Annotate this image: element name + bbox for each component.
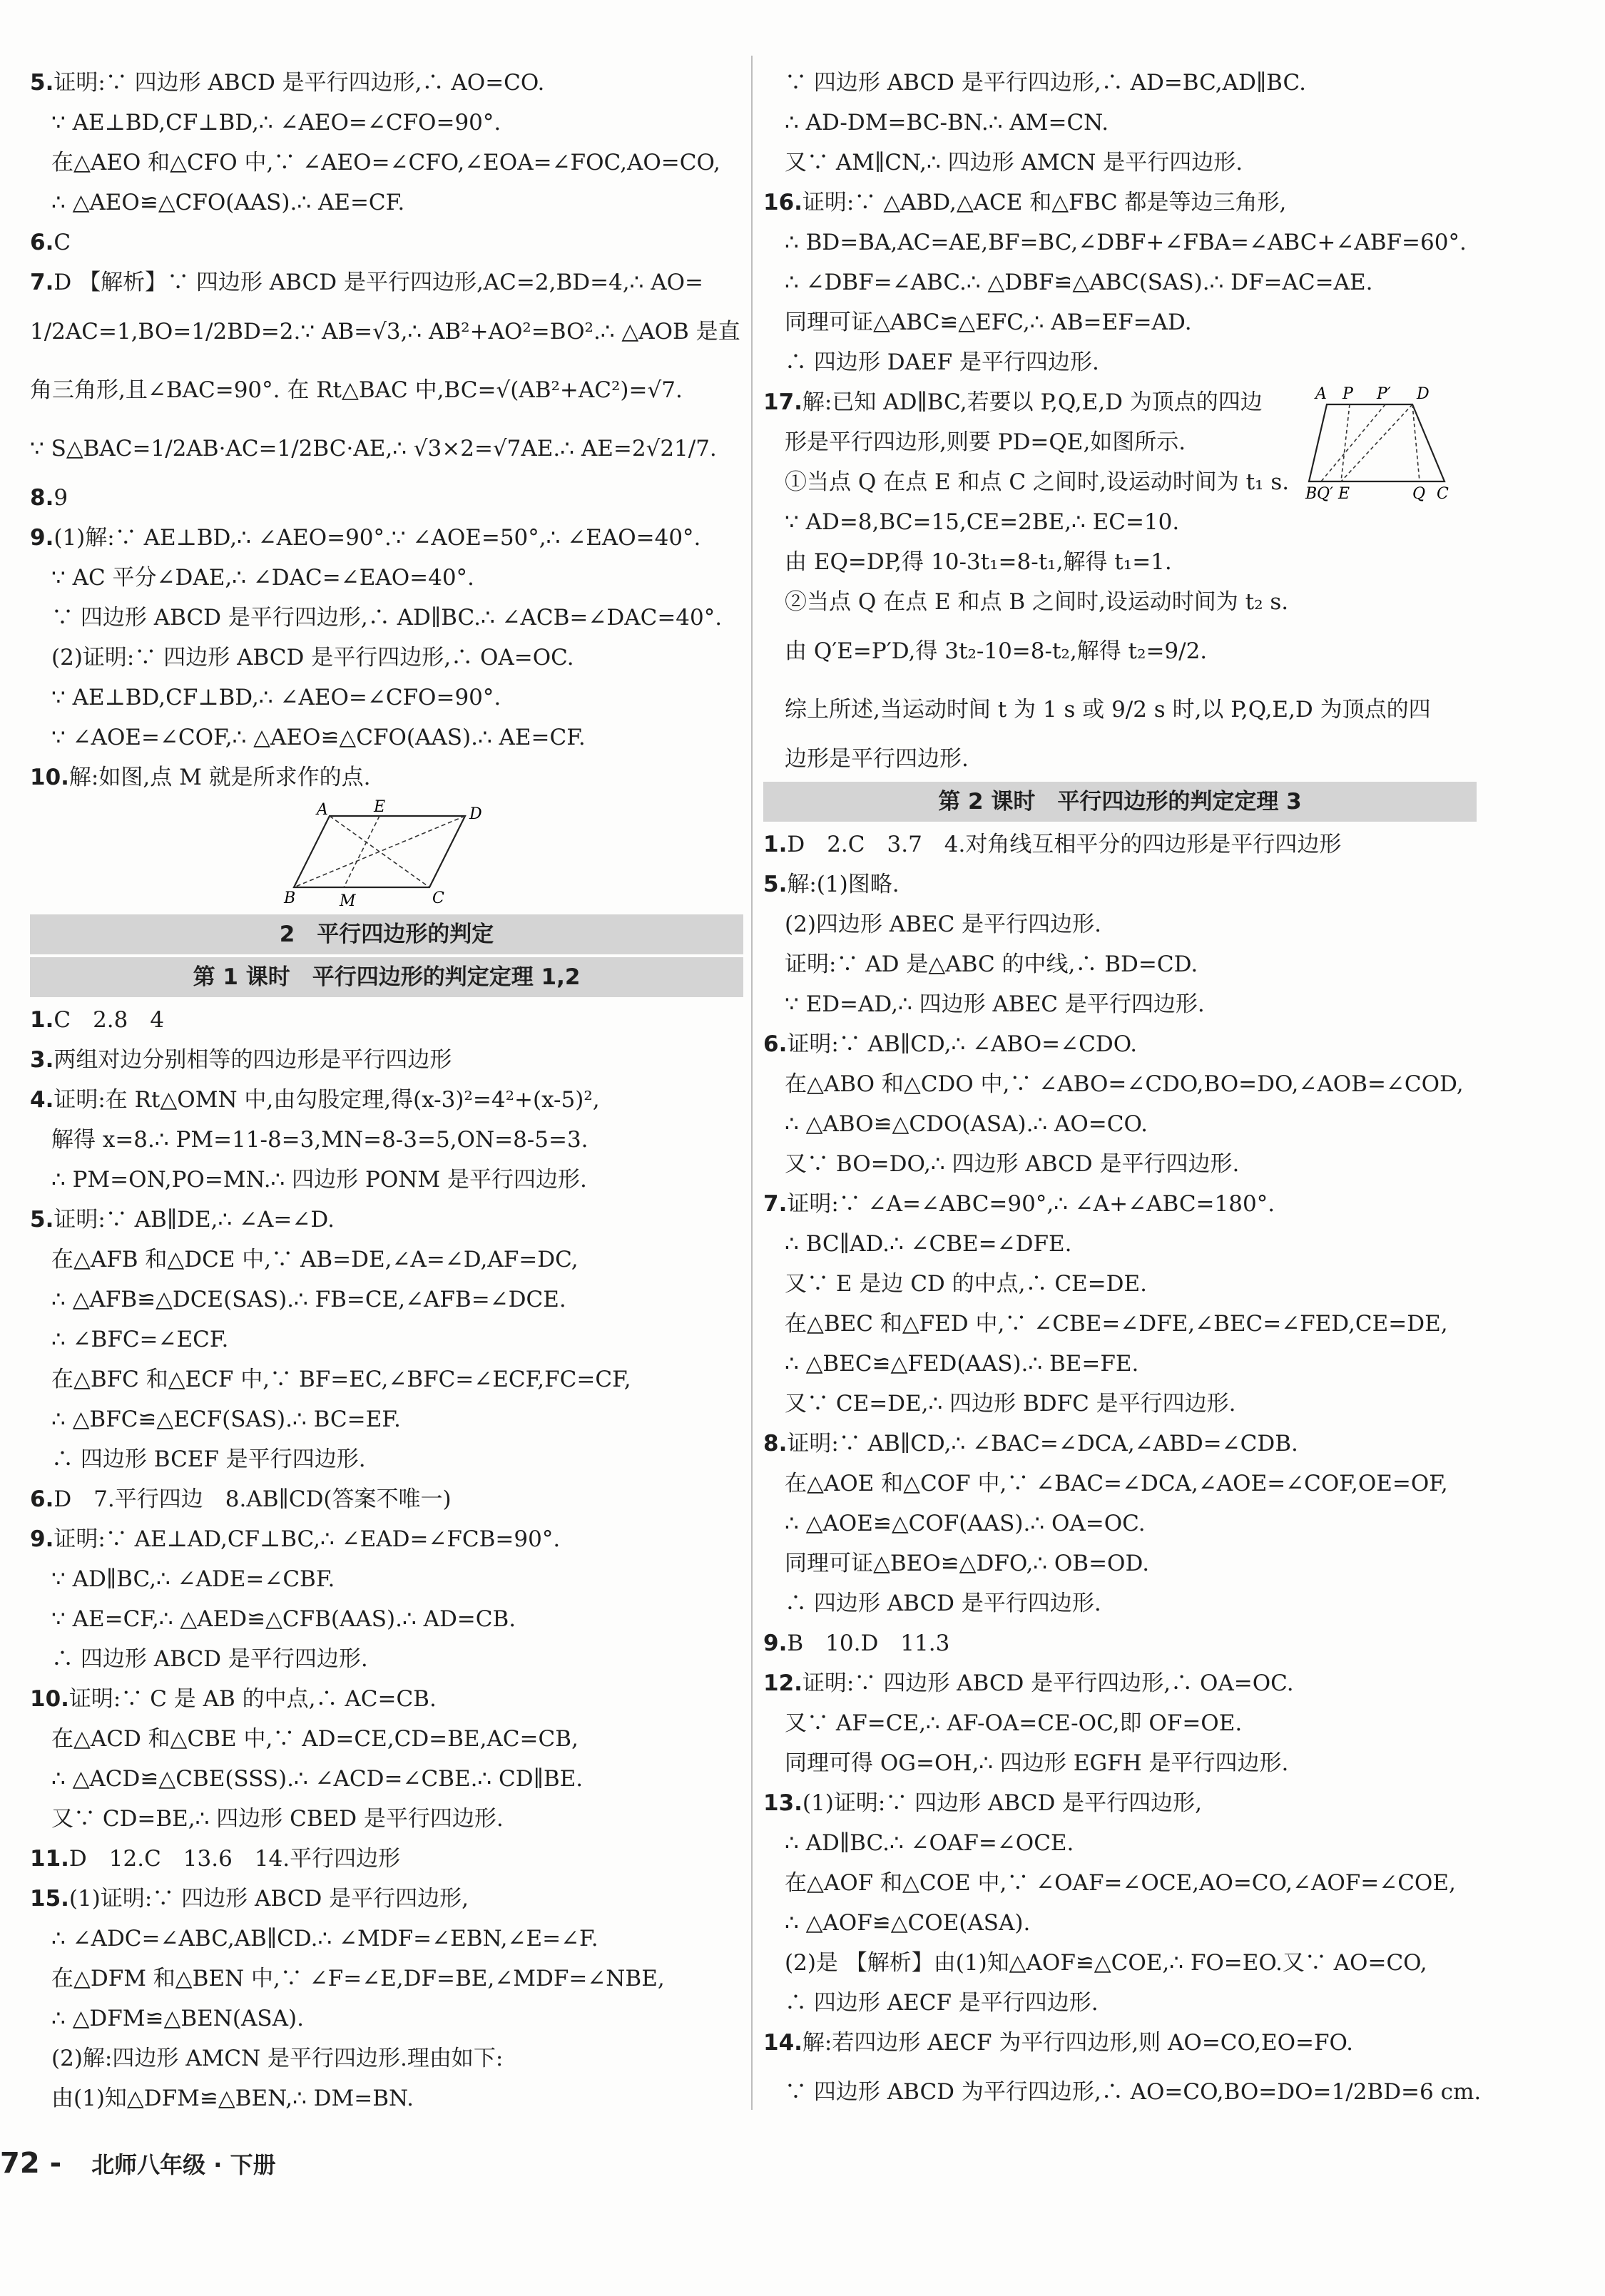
answer-text: ∴ AD-DM=BC-BN.∴ AM=CN. (785, 110, 1109, 136)
answer-line (30, 558, 743, 598)
question-number: 10. (30, 765, 69, 790)
answer-line (763, 1384, 1477, 1424)
answer-text: ①当点 Q 在点 E 和点 C 之间时,设运动时间为 t₁ s. (785, 469, 1290, 495)
question-number: 8. (763, 1431, 788, 1456)
answer-line (30, 1399, 743, 1439)
answer-text: 证明:∵ AE⊥AD,CF⊥BC,∴ ∠EAD=∠FCB=90°. (54, 1526, 561, 1552)
answer-text: 解:已知 AD∥BC,若要以 P,Q,E,D 为顶点的四边 (802, 389, 1263, 415)
question-number: 13. (763, 1790, 802, 1816)
answer-line (763, 302, 1477, 342)
answer-text: 在△AEO 和△CFO 中,∵ ∠AEO=∠CFO,∠EOA=∠FOC,AO=CO, (51, 150, 720, 175)
label-q-prime: Q′ (1317, 485, 1334, 503)
answer-line (763, 582, 1477, 622)
answer-line (30, 2078, 743, 2118)
answer-text: 形是平行四边形,则要 PD=QE,如图所示. (785, 429, 1186, 455)
label-c: C (1437, 485, 1449, 503)
label-p: P (1342, 385, 1353, 403)
answer-line (30, 1919, 743, 1959)
answer-text: 证明:∵ AB∥CD,∴ ∠ABO=∠CDO. (787, 1031, 1138, 1057)
answer-line (763, 1783, 1477, 1823)
question-number: 16. (763, 190, 802, 215)
answer-text: (1)解:∵ AE⊥BD,∴ ∠AEO=90°.∵ ∠AOE=50°,∴ ∠EAO=40°. (54, 525, 701, 551)
answer-line (763, 680, 1477, 739)
answer-text: ∵ S△BAC=1/2AB·AC=1/2BC·AE,∴ √3×2=√7AE.∴ AE=2√21/7. (30, 436, 717, 461)
answer-line (30, 638, 743, 678)
answer-line (30, 2039, 743, 2078)
answer-text: ∵ ED=AD,∴ 四边形 ABEC 是平行四边形. (785, 991, 1205, 1017)
answer-line (30, 361, 743, 419)
answer-line (763, 2063, 1482, 2121)
answer-line (763, 1583, 1477, 1623)
answer-line (763, 622, 1477, 680)
answer-line (763, 183, 1477, 223)
answer-text: ∵ AE⊥BD,CF⊥BD,∴ ∠AEO=∠CFO=90°. (51, 685, 501, 710)
answer-line (763, 944, 1477, 984)
answer-text: (2)四边形 ABEC 是平行四边形. (785, 912, 1101, 937)
answer-line (763, 1663, 1477, 1703)
answer-text: ∴ △BFC≌△ECF(SAS).∴ BC=EF. (51, 1407, 401, 1432)
answer-line (763, 1983, 1477, 2023)
answer-text: 边形是平行四边形. (785, 746, 969, 772)
answer-line (763, 1424, 1477, 1464)
answer-line (763, 502, 1477, 542)
answer-line (763, 1823, 1477, 1863)
question-number: 7. (30, 270, 54, 295)
answer-text: ∴ 四边形 BCEF 是平行四边形. (51, 1447, 366, 1472)
segment-dq (1412, 404, 1420, 481)
answer-line (30, 302, 743, 361)
answer-text: ∴ 四边形 ABCD 是平行四边形. (785, 1591, 1101, 1616)
answer-text: 两组对边分别相等的四边形是平行四边形 (54, 1047, 452, 1073)
question-number: 9. (30, 525, 54, 551)
answer-text: ∴ △AEO≌△CFO(AAS).∴ AE=CF. (51, 190, 405, 215)
answer-text: 9 (54, 485, 68, 511)
label-e: E (374, 798, 386, 816)
line-em (344, 816, 379, 887)
question-number: 8. (30, 485, 54, 511)
question-number: 10. (30, 1686, 69, 1712)
answer-text: ∴ 四边形 ABCD 是平行四边形. (51, 1646, 368, 1672)
answer-line (30, 1280, 743, 1320)
trapezoid-diagram (1305, 382, 1455, 503)
question-number: 17. (763, 389, 802, 415)
answer-line (763, 1344, 1477, 1384)
answer-text: ∵ 四边形 ABCD 是平行四边形,∴ AD∥BC.∴ ∠ACB=∠DAC=40°. (51, 605, 723, 631)
section-heading: 第 1 课时 平行四边形的判定定理 1,2 (30, 957, 743, 997)
question-number: 6. (30, 1486, 54, 1512)
answer-text: ∴ △AOF≌△COE(ASA). (785, 1910, 1031, 1936)
answer-text: 证明:∵ AB∥DE,∴ ∠A=∠D. (54, 1207, 335, 1233)
answer-line (30, 1679, 743, 1719)
question-number: 9. (763, 1631, 788, 1656)
answer-text: 解得 x=8.∴ PM=11-8=3,MN=8-3=5,ON=8-5=3. (51, 1127, 588, 1153)
answer-text: 又∵ AM∥CN,∴ 四边形 AMCN 是平行四边形. (785, 150, 1243, 175)
answer-line (763, 342, 1477, 382)
answer-text: C (54, 230, 71, 255)
answer-text: 在△AOE 和△COF 中,∵ ∠BAC=∠DCA,∠AOE=∠COF,OE=OF, (785, 1471, 1448, 1496)
label-q: Q (1412, 485, 1426, 503)
answer-line (30, 478, 743, 518)
answer-text: 证明:∵ 四边形 ABCD 是平行四边形,∴ AO=CO. (54, 70, 545, 96)
answer-line (30, 598, 743, 638)
answer-line (763, 1743, 1477, 1783)
answer-text: ∵ ∠AOE=∠COF,∴ △AEO≌△CFO(AAS).∴ AE=CF. (51, 725, 586, 750)
answer-line (30, 1879, 743, 1919)
question-number: 5. (30, 1207, 54, 1233)
answer-line (30, 757, 743, 797)
answer-line (30, 1639, 743, 1679)
answer-text: 证明:∵ C 是 AB 的中点,∴ AC=CB. (68, 1686, 437, 1712)
answer-text: ∴ 四边形 AECF 是平行四边形. (785, 1990, 1099, 2016)
answer-line (30, 1759, 743, 1799)
answer-text: 综上所述,当运动时间 t 为 1 s 或 9/2 s 时,以 P,Q,E,D 为顶点的四 (785, 697, 1431, 723)
answer-text: 又∵ BO=DO,∴ 四边形 ABCD 是平行四边形. (785, 1151, 1240, 1177)
answer-text: 角三角形,且∠BAC=90°. 在 Rt△BAC 中,BC=√(AB²+AC²)=√7. (30, 377, 683, 403)
answer-line (30, 1359, 743, 1399)
question-number: 11. (30, 1846, 69, 1872)
answer-text: 在△AOF 和△COE 中,∵ ∠OAF=∠OCE,AO=CO,∠AOF=∠COE, (785, 1870, 1456, 1896)
answer-text: 在△BFC 和△ECF 中,∵ BF=EC,∠BFC=∠ECF,FC=CF, (51, 1367, 631, 1392)
answer-line (763, 2023, 1477, 2063)
answer-text: 由 EQ=DP,得 10-3t₁=8-t₁,解得 t₁=1. (785, 549, 1172, 575)
answer-line (763, 223, 1477, 262)
answer-text: 在△BEC 和△FED 中,∵ ∠CBE=∠DFE,∠BEC=∠FED,CE=DE, (785, 1311, 1448, 1337)
answer-text: ∴ △ACD≌△CBE(SSS).∴ ∠ACD=∠CBE.∴ CD∥BE. (51, 1766, 584, 1792)
answer-text: D 2.C 3.7 4.对角线互相平分的四边形是平行四边形 (787, 832, 1342, 857)
answer-line (30, 63, 743, 103)
answer-line (30, 1160, 743, 1200)
answer-line (30, 1599, 743, 1639)
answer-text: 证明:∵ AB∥CD,∴ ∠BAC=∠DCA,∠ABD=∠CDB. (787, 1431, 1298, 1456)
answer-text: ②当点 Q 在点 E 和点 B 之间时,设运动时间为 t₂ s. (785, 589, 1289, 615)
answer-line (30, 183, 743, 223)
answer-text: 由 Q′E=P′D,得 3t₂-10=8-t₂,解得 t₂=9/2. (785, 638, 1208, 664)
label-d: D (1417, 385, 1430, 403)
answer-line (30, 143, 743, 183)
answer-line (763, 542, 1477, 582)
answer-text: (2)证明:∵ 四边形 ABCD 是平行四边形,∴ OA=OC. (51, 645, 574, 670)
label-e: E (1338, 485, 1350, 503)
answer-line (763, 1504, 1477, 1544)
answer-line (30, 1120, 743, 1160)
answer-text: ∵ AE⊥BD,CF⊥BD,∴ ∠AEO=∠CFO=90°. (51, 110, 501, 136)
label-c: C (432, 889, 444, 907)
answer-line (30, 1439, 743, 1479)
answer-line (763, 1943, 1477, 1983)
answer-text: 在△ABO 和△CDO 中,∵ ∠ABO=∠CDO,BO=DO,∠AOB=∠COD, (785, 1071, 1464, 1097)
answer-text: 同理可证△ABC≌△EFC,∴ AB=EF=AD. (785, 310, 1192, 335)
segment-pe (1341, 404, 1350, 481)
question-number: 7. (763, 1191, 788, 1217)
parallelogram-diagram (284, 798, 515, 910)
answer-line (30, 1559, 743, 1599)
answer-line (30, 1799, 743, 1839)
answer-line (763, 103, 1477, 143)
answer-line (763, 1623, 1477, 1663)
answer-line (763, 1903, 1477, 1943)
question-number: 1. (30, 1007, 54, 1033)
answer-line (763, 143, 1477, 183)
answer-line (30, 419, 743, 478)
answer-line (30, 1080, 743, 1120)
answer-text: ∵ AC 平分∠DAE,∴ ∠DAC=∠EAO=40°. (51, 565, 474, 591)
answer-text: B 10.D 11.3 (787, 1631, 950, 1656)
answer-text: ∵ AE=CF,∴ △AED≌△CFB(AAS).∴ AD=CB. (51, 1606, 516, 1632)
answer-line (763, 825, 1477, 864)
question-number: 4. (30, 1087, 54, 1113)
question-number: 1. (763, 832, 788, 857)
answer-text: ∵ AD=8,BC=15,CE=2BE,∴ EC=10. (785, 509, 1180, 535)
question-number: 6. (30, 230, 54, 255)
answer-text: 在△DFM 和△BEN 中,∵ ∠F=∠E,DF=BE,∠MDF=∠NBE, (51, 1966, 665, 1991)
answer-line (763, 1304, 1477, 1344)
answer-text: 由(1)知△DFM≌△BEN,∴ DM=BN. (51, 2086, 414, 2111)
answer-text: ∵ 四边形 ABCD 是平行四边形,∴ AD=BC,AD∥BC. (785, 70, 1307, 96)
footer-dash: - (49, 2147, 62, 2180)
answer-text: 又∵ CE=DE,∴ 四边形 BDFC 是平行四边形. (785, 1391, 1236, 1417)
book-series: 北师八年级 · 下册 (91, 2151, 276, 2178)
answer-line (763, 63, 1477, 103)
answer-line (763, 1184, 1477, 1224)
answer-line (763, 984, 1477, 1024)
label-a: A (1315, 385, 1327, 403)
answer-line (763, 1224, 1477, 1264)
question-number: 14. (763, 2030, 802, 2056)
answer-line (30, 1959, 743, 1999)
label-b: B (1305, 485, 1318, 503)
answer-line (763, 1264, 1477, 1304)
answer-text: 同理可证△BEO≌△DFO,∴ OB=OD. (785, 1551, 1150, 1576)
answer-line (30, 1519, 743, 1559)
answer-line (763, 1064, 1477, 1104)
answer-text: ∴ △AFB≌△DCE(SAS).∴ FB=CE,∠AFB=∠DCE. (51, 1287, 566, 1312)
answer-text: ∴ 四边形 DAEF 是平行四边形. (785, 349, 1099, 375)
answer-text: ∴ ∠DBF=∠ABC.∴ △DBF≌△ABC(SAS).∴ DF=AC=AE. (785, 270, 1373, 295)
answer-line (30, 718, 743, 757)
answer-text: ∴ BD=BA,AC=AE,BF=BC,∠DBF+∠FBA=∠ABC+∠ABF=60°. (785, 230, 1467, 255)
answer-text: (2)解:四边形 AMCN 是平行四边形.理由如下: (51, 2046, 504, 2071)
answer-text: ∴ BC∥AD.∴ ∠CBE=∠DFE. (785, 1231, 1072, 1257)
label-m: M (340, 892, 356, 910)
answer-text: 1/2AC=1,BO=1/2BD=2.∵ AB=√3,∴ AB²+AO²=BO².∴ △AOB 是直 (30, 319, 740, 345)
answer-line (30, 518, 743, 558)
answer-text: 证明:在 Rt△OMN 中,由勾股定理,得(x-3)²=4²+(x-5)², (54, 1087, 600, 1113)
answer-line (763, 739, 1477, 779)
right-column (763, 63, 1482, 2121)
answer-text: ∴ △ABO≌△CDO(ASA).∴ AO=CO. (785, 1111, 1148, 1137)
section-heading: 2 平行四边形的判定 (30, 914, 743, 954)
label-p-prime: P′ (1377, 385, 1391, 403)
answer-line (763, 1024, 1477, 1064)
segment-p2q2 (1321, 404, 1385, 481)
question-number: 12. (763, 1670, 802, 1696)
answer-line (763, 262, 1477, 302)
answer-text: ∴ △BEC≌△FED(AAS).∴ BE=FE. (785, 1351, 1139, 1377)
answer-line (30, 678, 743, 718)
section-heading: 第 2 课时 平行四边形的判定定理 3 (763, 782, 1477, 822)
answer-text: 在△AFB 和△DCE 中,∵ AB=DE,∠A=∠D,AF=DC, (51, 1247, 579, 1272)
answer-line (30, 262, 743, 302)
answer-line (30, 223, 743, 262)
answer-text: 解:(1)图略. (787, 872, 900, 897)
answer-line (30, 103, 743, 143)
page-footer (0, 2147, 276, 2180)
answer-text: ∴ ∠BFC=∠ECF. (51, 1327, 229, 1352)
question-number: 6. (763, 1031, 788, 1057)
answer-text: 又∵ CD=BE,∴ 四边形 CBED 是平行四边形. (51, 1806, 504, 1832)
answer-text: (1)证明:∵ 四边形 ABCD 是平行四边形, (68, 1886, 469, 1912)
answer-text: ∴ PM=ON,PO=MN.∴ 四边形 PONM 是平行四边形. (51, 1167, 587, 1193)
answer-text: D 7.平行四边 8.AB∥CD(答案不唯一) (54, 1486, 452, 1512)
answer-text: 解:如图,点 M 就是所求作的点. (68, 765, 371, 790)
diagonal-bd (294, 816, 465, 887)
answer-line (30, 1479, 743, 1519)
question-number: 3. (30, 1047, 54, 1073)
label-a: A (317, 801, 328, 819)
question-number: 5. (763, 872, 788, 897)
answer-line (763, 904, 1477, 944)
answer-text: ∵ 四边形 ABCD 为平行四边形,∴ AO=CO,BO=DO=1/2BD=6 cm. (785, 2079, 1482, 2105)
answer-text: ∴ ∠ADC=∠ABC,AB∥CD.∴ ∠MDF=∠EBN,∠E=∠F. (51, 1926, 598, 1951)
answer-text: 又∵ AF=CE,∴ AF-OA=CE-OC,即 OF=OE. (785, 1710, 1243, 1736)
answer-text: 证明:∵ △ABD,△ACE 和△FBC 都是等边三角形, (802, 190, 1287, 215)
parallelogram-figure (30, 797, 743, 912)
answer-line (763, 864, 1477, 904)
answer-line (30, 1200, 743, 1240)
answer-text: 解:若四边形 AECF 为平行四边形,则 AO=CO,EO=FO. (802, 2030, 1353, 2056)
answer-text: 证明:∵ ∠A=∠ABC=90°,∴ ∠A+∠ABC=180°. (787, 1191, 1275, 1217)
column-divider (751, 56, 753, 2110)
answer-text: (1)证明:∵ 四边形 ABCD 是平行四边形, (802, 1790, 1203, 1816)
label-d: D (469, 805, 482, 823)
page-number: 72 (0, 2147, 40, 2180)
answer-text: 证明:∵ 四边形 ABCD 是平行四边形,∴ OA=OC. (802, 1670, 1294, 1696)
answer-line (30, 1320, 743, 1359)
answer-line (30, 1000, 743, 1040)
left-column (30, 63, 743, 2118)
answer-line (763, 1544, 1477, 1583)
answer-text: 在△ACD 和△CBE 中,∵ AD=CE,CD=BE,AC=CB, (51, 1726, 579, 1752)
question-number: 9. (30, 1526, 54, 1552)
answer-text: 同理可得 OG=OH,∴ 四边形 EGFH 是平行四边形. (785, 1750, 1289, 1776)
answer-line (763, 1703, 1477, 1743)
answer-line (763, 1104, 1477, 1144)
answer-text: D 12.C 13.6 14.平行四边形 (68, 1846, 401, 1872)
answer-text: D 【解析】∵ 四边形 ABCD 是平行四边形,AC=2,BD=4,∴ AO= (54, 270, 703, 295)
answer-text: 证明:∵ AD 是△ABC 的中线,∴ BD=CD. (785, 951, 1198, 977)
answer-line (763, 1863, 1477, 1903)
answer-line (763, 1144, 1477, 1184)
answer-text: ∵ AD∥BC,∴ ∠ADE=∠CBF. (51, 1566, 335, 1592)
answer-line (763, 1464, 1477, 1504)
label-b: B (284, 889, 296, 907)
answer-line (30, 1240, 743, 1280)
answer-text: ∴ △DFM≌△BEN(ASA). (51, 2006, 304, 2031)
answer-text: (2)是 【解析】由(1)知△AOF≌△COE,∴ FO=EO.又∵ AO=CO, (785, 1950, 1427, 1976)
answer-text: 又∵ E 是边 CD 的中点,∴ CE=DE. (785, 1271, 1147, 1297)
segment-de (1341, 404, 1412, 481)
answer-text: C 2.8 4 (54, 1007, 165, 1033)
answer-line (30, 1040, 743, 1080)
answer-text: ∴ △AOE≌△COF(AAS).∴ OA=OC. (785, 1511, 1146, 1536)
answer-text: ∴ AD∥BC.∴ ∠OAF=∠OCE. (785, 1830, 1074, 1856)
question-number: 15. (30, 1886, 69, 1912)
answer-line (30, 1999, 743, 2039)
answer-line (30, 1839, 743, 1879)
question-number: 5. (30, 70, 54, 96)
answer-line (30, 1719, 743, 1759)
